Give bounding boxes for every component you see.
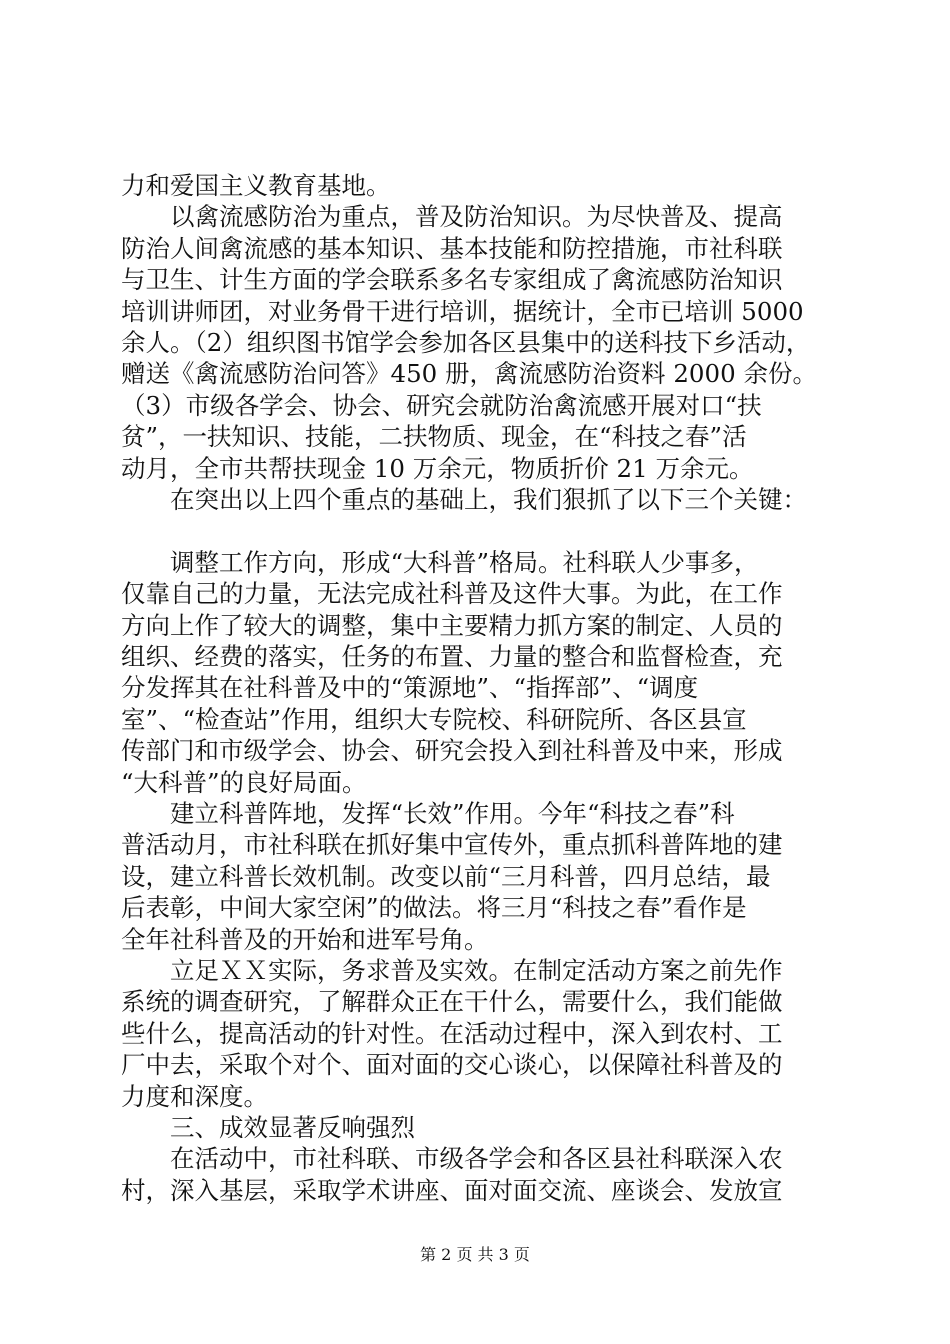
paragraph-start: 立足ＸＸ实际，务求普及实效。在制定活动方案之前先作 <box>170 956 783 985</box>
text-line: 方向上作了较大的调整，集中主要精力抓方案的制定、人员的 <box>121 611 783 640</box>
text-line: 仅靠自己的力量，无法完成社科普及这件大事。为此，在工作 <box>121 579 783 608</box>
paragraph-start: 建立科普阵地，发挥“长效”作用。今年“科技之春”科 <box>170 799 735 828</box>
text-line: 与卫生、计生方面的学会联系多名专家组成了禽流感防治知识 <box>121 265 783 294</box>
paragraph-start: 调整工作方向，形成“大科普”格局。社科联人少事多， <box>170 548 759 577</box>
text-line: 些什么，提高活动的针对性。在活动过程中，深入到农村、工 <box>121 1019 783 1048</box>
text-line: 余人。（2）组织图书馆学会参加各区县集中的送科技下乡活动， <box>121 328 811 357</box>
text-line: 设，建立科普长效机制。改变以前“三月科普，四月总结，最 <box>121 862 771 891</box>
paragraph-start: 在突出以上四个重点的基础上，我们狠抓了以下三个关键： <box>170 485 807 514</box>
text-line: 后表彰，中间大家空闲”的做法。将三月“科技之春”看作是 <box>121 893 747 922</box>
paragraph-start: 在活动中，市社科联、市级各学会和各区县社科联深入农 <box>170 1144 783 1173</box>
section-heading: 三、成效显著反响强烈 <box>170 1113 415 1142</box>
text-line: 贫”，一扶知识、技能，二扶物质、现金，在“科技之春”活 <box>121 422 747 451</box>
text-line: 全年社科普及的开始和进军号角。 <box>121 925 489 954</box>
text-line: 组织、经费的落实，任务的布置、力量的整合和监督检查，充 <box>121 642 783 671</box>
text-line: 赠送《禽流感防治问答》450 册，禽流感防治资料 2000 余份。 <box>121 359 817 388</box>
text-line: 分发挥其在社科普及中的“策源地”、“指挥部”、“调度 <box>121 673 699 702</box>
paragraph-start: 以禽流感防治为重点，普及防治知识。为尽快普及、提高 <box>170 202 783 231</box>
text-line: 动月，全市共帮扶现金 10 万余元，物质折价 21 万余元。 <box>121 454 754 483</box>
text-line: （3）市级各学会、协会、研究会就防治禽流感开展对口“扶 <box>121 391 762 420</box>
text-line: 系统的调查研究，了解群众正在干什么，需要什么，我们能做 <box>121 987 783 1016</box>
text-line: 力和爱国主义教育基地。 <box>121 171 391 200</box>
text-line: “大科普”的良好局面。 <box>121 768 367 797</box>
text-line: 室”、“检查站”作用，组织大专院校、科研院所、各区县宣 <box>121 705 747 734</box>
text-line: 普活动月，市社科联在抓好集中宣传外，重点抓科普阵地的建 <box>121 830 783 859</box>
text-line: 村，深入基层，采取学术讲座、面对面交流、座谈会、发放宣 <box>121 1176 783 1205</box>
text-line: 力度和深度。 <box>121 1082 268 1111</box>
text-line: 培训讲师团，对业务骨干进行培训，据统计，全市已培训 5000 <box>121 297 804 326</box>
text-line: 传部门和市级学会、协会、研究会投入到社科普及中来，形成 <box>121 736 783 765</box>
page-number-footer: 第 2 页 共 3 页 <box>420 1245 530 1264</box>
text-line: 防治人间禽流感的基本知识、基本技能和防控措施，市社科联 <box>121 234 783 263</box>
text-line: 厂中去，采取个对个、面对面的交心谈心，以保障社科普及的 <box>121 1050 783 1079</box>
